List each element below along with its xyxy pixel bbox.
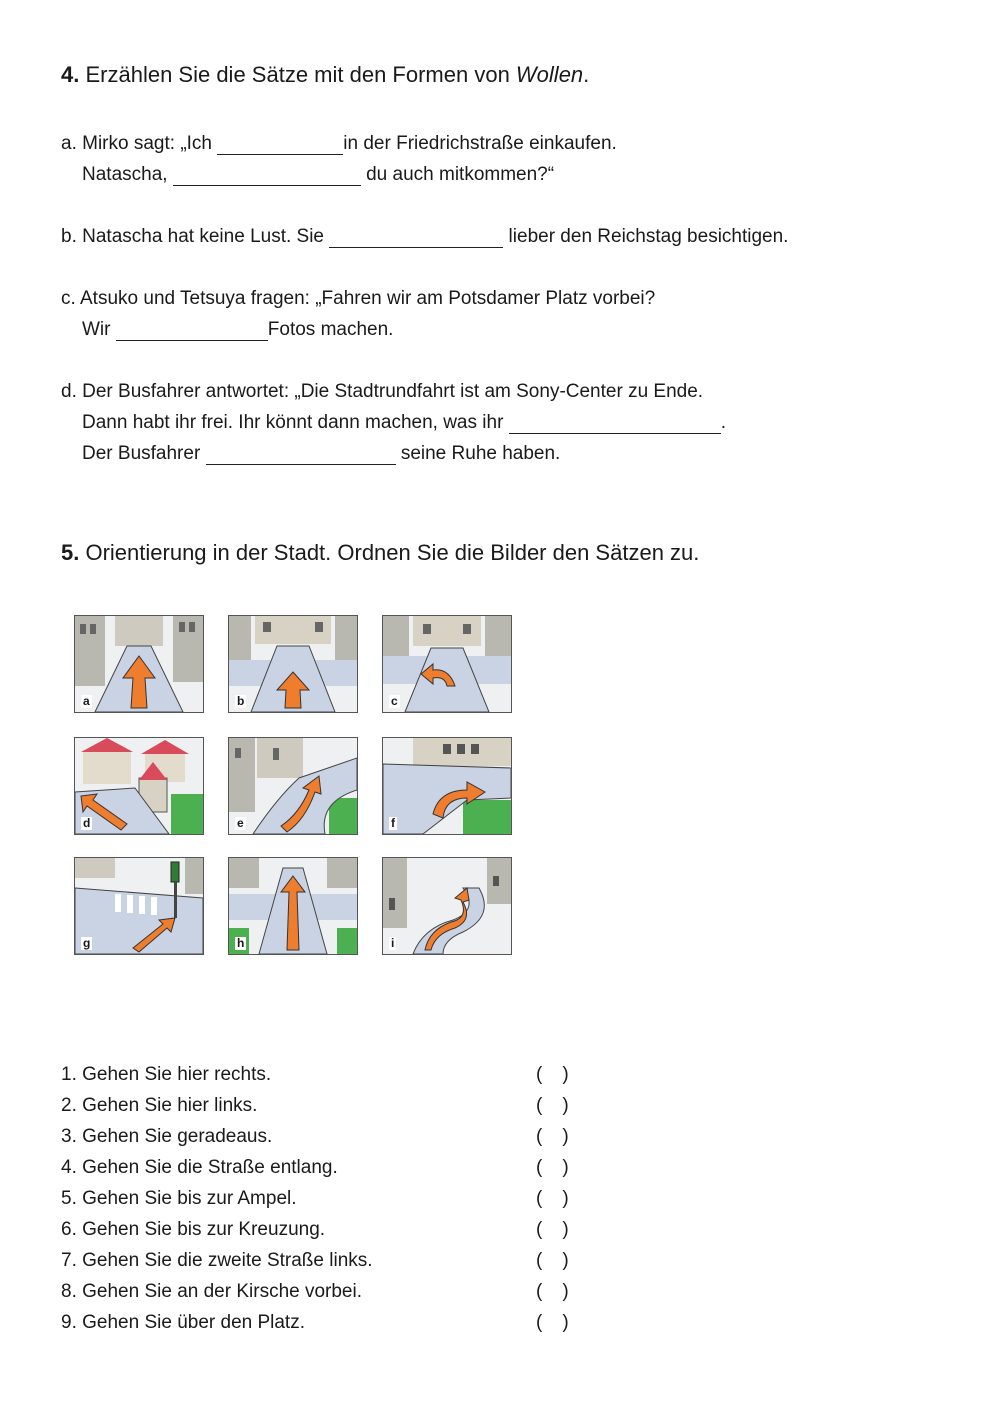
task4-heading (61, 62, 589, 88)
task4-title-post: . (583, 62, 590, 87)
picture-e-letter: e (237, 816, 244, 830)
answer-input-2[interactable] (542, 1096, 562, 1116)
picture-i (382, 857, 512, 955)
answer-input-6[interactable] (542, 1220, 562, 1240)
answer-slot-8: ( ) (536, 1281, 569, 1302)
picture-d (74, 737, 204, 835)
list-item: 9. Gehen Sie über den Platz. (61, 1312, 305, 1333)
answer-input-8[interactable] (542, 1282, 562, 1302)
list-item: 6. Gehen Sie bis zur Kreuzung. (61, 1219, 326, 1240)
picture-h-letter: h (237, 936, 245, 950)
blank-d2-input[interactable] (206, 444, 396, 465)
answer-input-3[interactable] (542, 1127, 562, 1147)
picture-h (228, 857, 358, 955)
answer-input-1[interactable] (542, 1065, 562, 1085)
answer-slot-6: ( ) (536, 1219, 569, 1240)
list-item: 5. Gehen Sie bis zur Ampel. (61, 1188, 297, 1209)
task4-number: 4. (61, 62, 80, 87)
picture-f (382, 737, 512, 835)
picture-e (228, 737, 358, 835)
blank-a2-input[interactable] (173, 165, 361, 186)
list-item: 7. Gehen Sie die zweite Straße links. (61, 1250, 373, 1271)
blank-d1-input[interactable] (509, 413, 721, 434)
list-item: 1. Gehen Sie hier rechts. (61, 1064, 272, 1085)
list-item: 2. Gehen Sie hier links. (61, 1095, 258, 1116)
blank-c-input[interactable] (116, 320, 268, 341)
answer-slot-4: ( ) (536, 1157, 569, 1178)
picture-f-letter: f (391, 816, 395, 830)
picture-i-letter: i (391, 936, 395, 950)
task4-title-pre: Erzählen Sie die Sätze mit den Formen von (79, 62, 516, 87)
picture-b (228, 615, 358, 713)
list-item: 4. Gehen Sie die Straße entlang. (61, 1157, 338, 1178)
sentence-a-line2: Natascha, du auch mitkommen?“ (82, 164, 555, 185)
answer-input-5[interactable] (542, 1189, 562, 1209)
list-item: 8. Gehen Sie an der Kirsche vorbei. (61, 1281, 363, 1302)
picture-g (74, 857, 204, 955)
sentence-c-line2: Wir Fotos machen. (82, 319, 394, 340)
sentence-d-line1: d. Der Busfahrer antwortet: „Die Stadtrundfahrt ist am Sony-Center zu Ende. (61, 381, 704, 402)
answer-slot-1: ( ) (536, 1064, 569, 1085)
sentence-d-line2: Dann habt ihr frei. Ihr könnt dann machen, was ihr . (82, 412, 726, 433)
answer-slot-3: ( ) (536, 1126, 569, 1147)
answer-slot-9: ( ) (536, 1312, 569, 1333)
answer-slot-7: ( ) (536, 1250, 569, 1271)
answer-input-9[interactable] (542, 1313, 562, 1333)
picture-b-letter: b (237, 694, 245, 708)
picture-a (74, 615, 204, 713)
answer-slot-2: ( ) (536, 1095, 569, 1116)
blank-a1-input[interactable] (217, 134, 343, 155)
answer-input-4[interactable] (542, 1158, 562, 1178)
sentence-c-line1: c. Atsuko und Tetsuya fragen: „Fahren wir am Potsdamer Platz vorbei? (61, 288, 656, 309)
picture-c-letter: c (391, 694, 398, 708)
task4-title-italic: Wollen (515, 62, 584, 87)
sentence-d-line3: Der Busfahrer seine Ruhe haben. (82, 443, 561, 464)
list-item: 3. Gehen Sie geradeaus. (61, 1126, 273, 1147)
blank-b-input[interactable] (329, 227, 503, 248)
picture-d-letter: d (83, 816, 91, 830)
sentence-b: b. Natascha hat keine Lust. Sie lieber den Reichstag besichtigen. (61, 226, 789, 247)
picture-a-letter: a (83, 694, 90, 708)
sentence-a-line1: a. Mirko sagt: „Ich in der Friedrichstraße einkaufen. (61, 133, 617, 154)
answer-slot-5: ( ) (536, 1188, 569, 1209)
task5-title: Orientierung in der Stadt. Ordnen Sie die Bilder den Sätzen zu. (79, 540, 700, 565)
task5-number: 5. (61, 540, 80, 565)
picture-c (382, 615, 512, 713)
task5-heading (61, 540, 699, 566)
picture-g-letter: g (83, 936, 91, 950)
answer-input-7[interactable] (542, 1251, 562, 1271)
